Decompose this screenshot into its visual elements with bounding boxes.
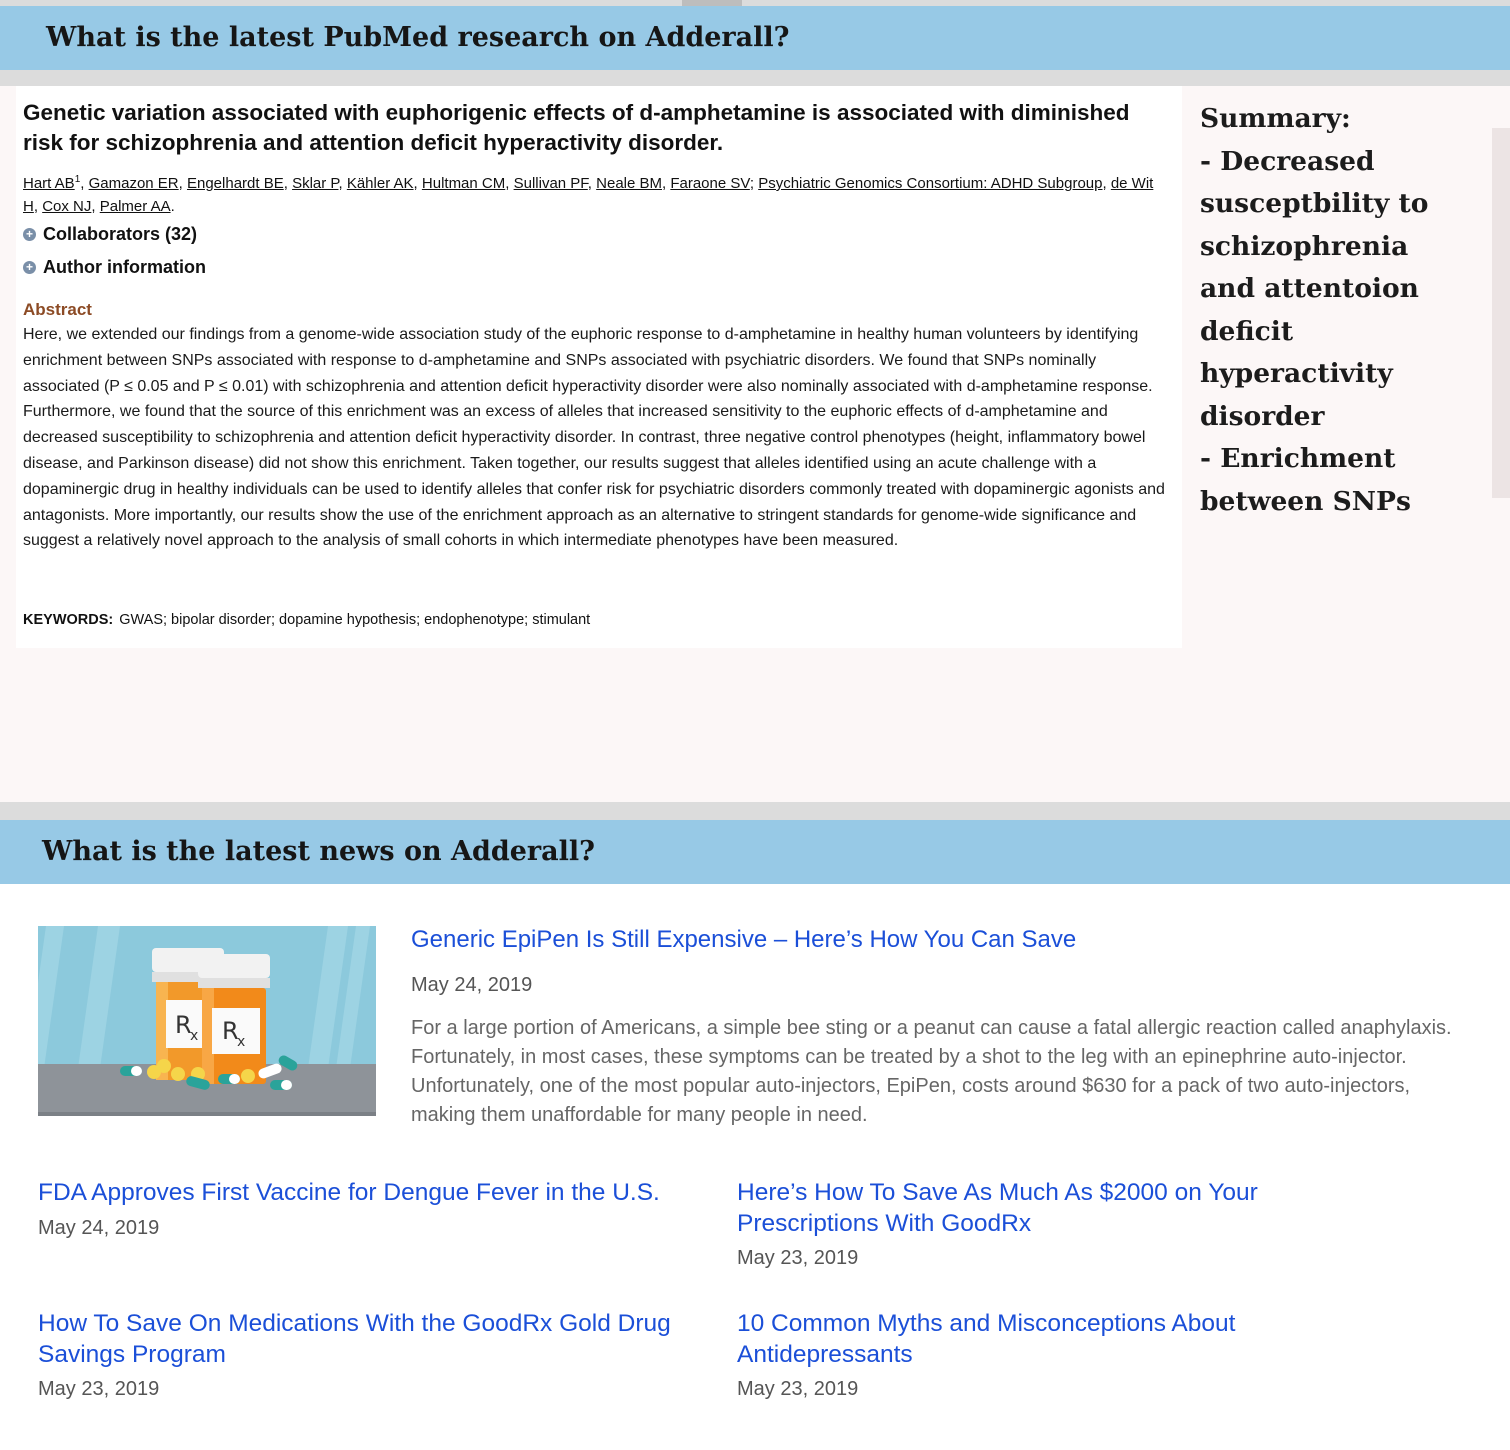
news-item-link[interactable]: FDA Approves First Vaccine for Dengue Fever in the U.S. [38,1179,660,1206]
featured-article-description: For a large portion of Americans, a simple bee sting or a peanut can cause a fatal allergic reaction called anaphylaxis. Fortunately, in most cases, these symptoms can be treated by a shot to the leg with an epinephrine auto-injector. Unfortunately, one of the most popular auto-injectors, EpiPen, costs around $630 for a pack of two auto-injectors, making them unaffordable for many people in need. [411,1017,1452,1126]
keywords [23,612,590,628]
news-panel [0,884,1510,1450]
expand-plus-icon: + [23,261,36,274]
prescription-bottles-icon [38,926,376,1116]
summary-heading: Summary: [1200,103,1351,134]
collaborators-label: Collaborators (32) [43,224,198,244]
featured-article-date: May 24, 2019 [411,974,533,996]
svg-text:R: R [222,1017,239,1045]
collaborators-toggle[interactable] [23,224,197,245]
article-title: Genetic variation associated with euphorigenic effects of d-amphetamine is associated with diminished risk for schizophrenia and attention deficit hyperactivity disorder. [23,100,1130,155]
news-item [38,1178,688,1240]
news-item-date: May 24, 2019 [38,1216,160,1239]
author-link[interactable]: Gamazon ER [88,175,179,192]
news-section-heading: What is the latest news on Adderall? [42,836,595,867]
news-item [737,1178,1387,1270]
featured-article-link[interactable]: Generic EpiPen Is Still Expensive – Here’s How You Can Save [411,926,1077,953]
author-link[interactable]: Neale BM [596,175,662,192]
news-item-link[interactable]: 10 Common Myths and Misconceptions About Antidepressants [737,1310,1236,1368]
author-link[interactable]: Psychiatric Genomics Consortium: ADHD Subgroup [758,175,1103,192]
pubmed-section-heading: What is the latest PubMed research on Adderall? [46,22,790,53]
summary-point: - Enrichment between SNPs [1200,443,1411,517]
author-link[interactable]: Hultman CM [421,175,506,192]
news-item-date: May 23, 2019 [38,1378,160,1400]
author-link[interactable]: Palmer AA [99,198,171,215]
svg-text:x: x [237,1034,246,1050]
divider [0,802,1510,820]
expand-plus-icon: + [23,228,36,241]
author-link[interactable]: Engelhardt BE [186,175,284,192]
author-link[interactable]: Sklar P [292,175,339,192]
svg-text:x: x [190,1028,199,1044]
svg-text:R: R [175,1011,192,1039]
news-item [737,1309,1387,1401]
affiliation-superscript: 1 [74,174,81,185]
summary-scrollbar[interactable] [1492,128,1510,498]
news-item-link[interactable]: How To Save On Medications With the GoodRx Gold Drug Savings Program [38,1310,671,1368]
author-link[interactable]: Faraone SV [670,175,750,192]
news-item [38,1309,688,1401]
pubmed-panel [0,86,1510,802]
keywords-list: GWAS; bipolar disorder; dopamine hypothesis; endophenotype; stimulant [119,612,591,628]
news-item-link[interactable]: Here’s How To Save As Much As $2000 on Your Prescriptions With GoodRx [737,1179,1258,1237]
author-link[interactable]: de Wit H [23,175,1154,215]
news-section-header [0,820,1510,884]
author-list: Hart $AB^1$, Gamazon ER, Engelhardt BE, Sklar P, Kähler AK, Hultman CM, Sullivan PF, Neale BM, Faraone SV; Psychiatric Genomics Consortium: ADHD Subgroup, de Wit H, Cox NJ, Palmer AA. [23,174,1154,215]
author-link[interactable]: Hart AB [23,175,75,192]
article-card [16,86,1182,648]
prescription-bottles-image[interactable] [38,926,376,1116]
abstract-heading: Abstract [23,300,92,319]
author-link[interactable]: Kähler AK [346,175,414,192]
author-information-toggle[interactable] [23,257,206,278]
author-link[interactable]: Cox NJ [42,198,92,215]
summary-box [1200,98,1470,523]
divider [0,70,1510,86]
news-item-date: May 23, 2019 [737,1247,859,1269]
pubmed-section-header [0,6,1510,70]
news-item-date: May 23, 2019 [737,1378,859,1400]
abstract-text: Here, we extended our findings from a genome-wide association study of the euphoric response to d-amphetamine in healthy human volunteers by identifying enrichment between SNPs associated with response to d-amphetamine and SNPs associated with psychiatric disorders. We found that SNPs nominally associated (P ≤ 0.05 and P ≤ 0.01) with schizophrenia and attention deficit hyperactivity disorder were also nominally associated with d-amphetamine response. Furthermore, we found that the source of this enrichment was an excess of alleles that increased sensitivity to the euphoric effects of d-amphetamine and decreased susceptibility to schizophrenia and attention deficit hyperactivity disorder. In contrast, three negative control phenotypes (height, inflammatory bowel disease, and Parkinson disease) did not show this enrichment. Taken together, our results suggest that alleles identified using an acute challenge with a dopaminergic drug in healthy individuals can be used to identify alleles that confer risk for psychiatric disorders commonly treated with dopaminergic agonists and antagonists. More importantly, our results show the use of the enrichment approach as an alternative to stringent standards for genome-wide significance and suggest a relatively novel approach to the analysis of small cohorts in which intermediate phenotypes have been measured. [23,326,1165,550]
author-link[interactable]: Sullivan PF [513,175,588,192]
summary-point: - Decreased susceptbility to schizophrenia and attentoion deficit hyperactivity disorder [1200,145,1429,432]
keywords-label: KEYWORDS: [23,612,114,628]
author-information-label: Author information [43,257,206,277]
